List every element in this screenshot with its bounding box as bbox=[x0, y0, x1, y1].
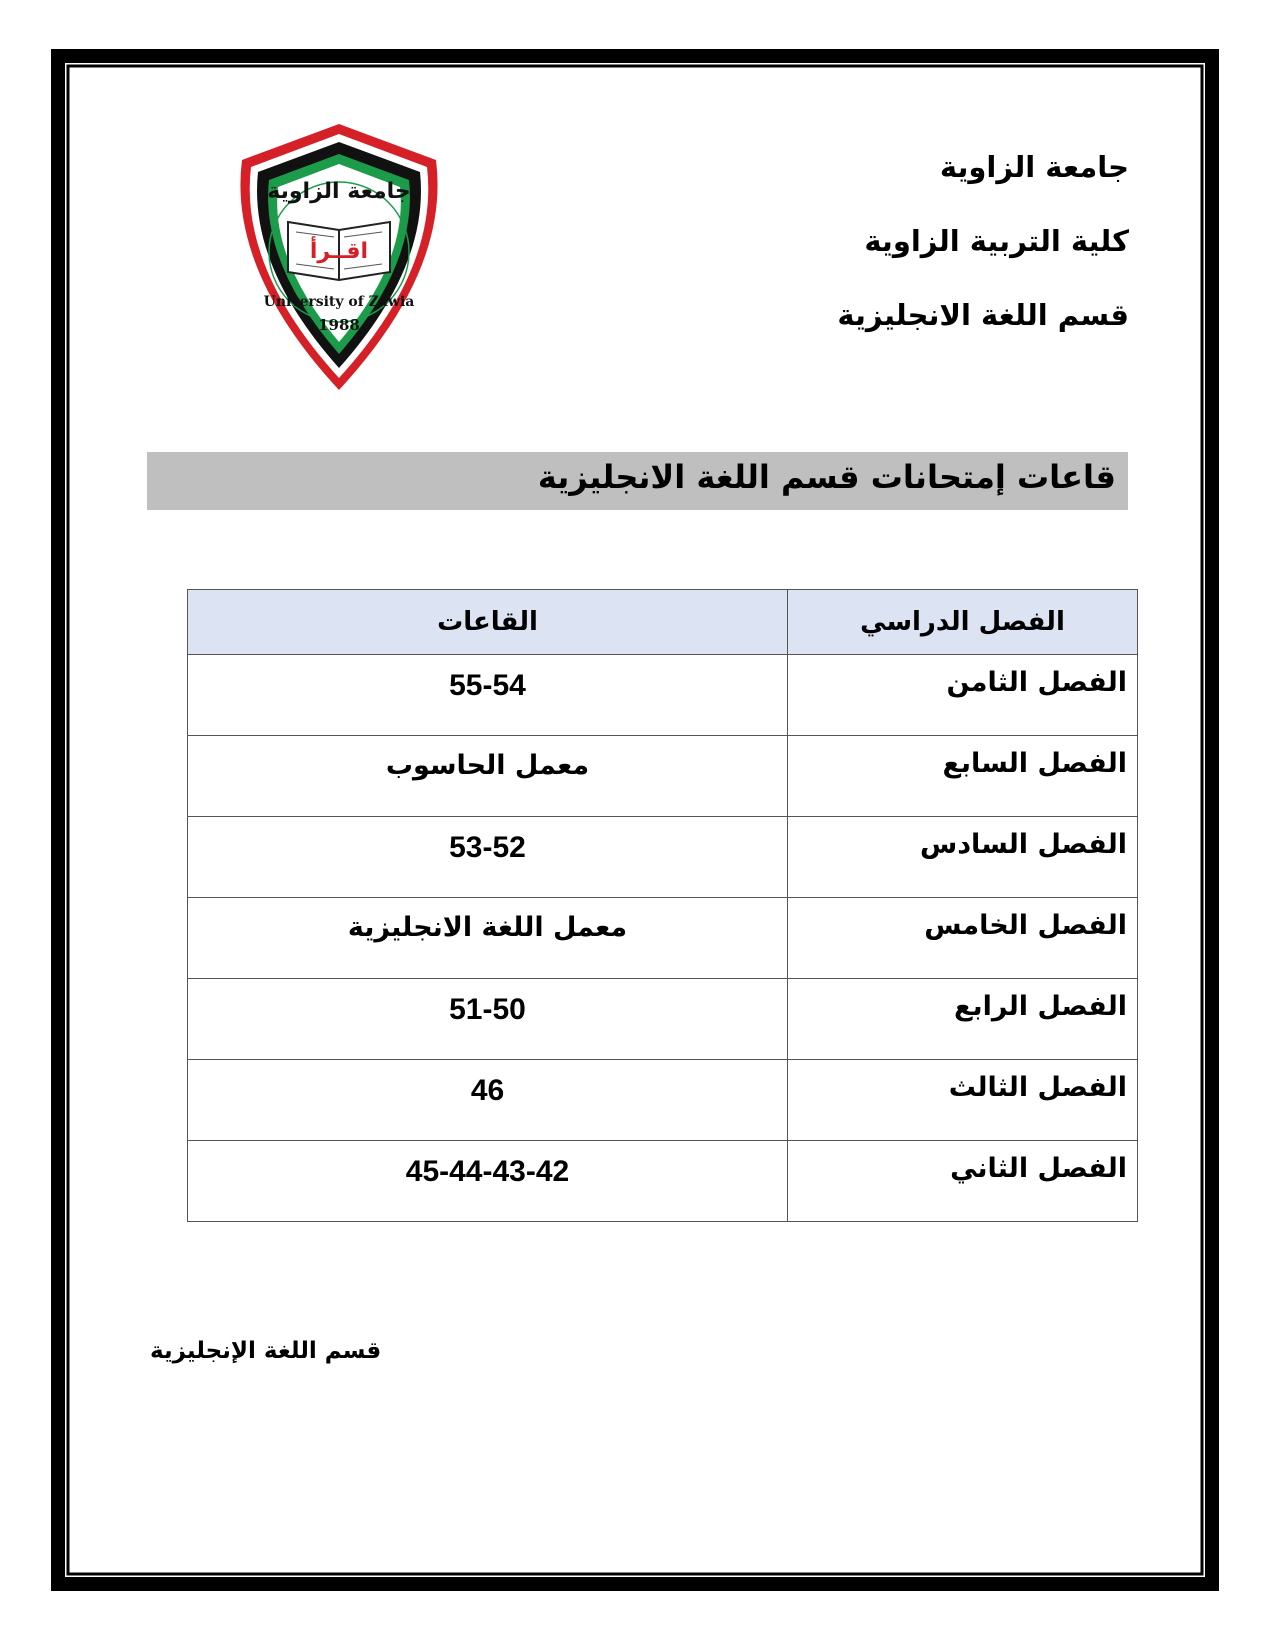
title-bar bbox=[147, 452, 1128, 510]
faculty-name: كلية التربية الزاوية bbox=[864, 224, 1129, 258]
semester-cell: الفصل السادس bbox=[788, 817, 1138, 898]
university-name: جامعة الزاوية bbox=[939, 150, 1129, 184]
table-row bbox=[188, 979, 1138, 1060]
table-row bbox=[188, 817, 1138, 898]
header-semester: الفصل الدراسي bbox=[788, 590, 1138, 655]
logo-year: 1988 bbox=[318, 316, 360, 334]
halls-cell: 45-44-43-42 bbox=[188, 1141, 788, 1222]
logo-arabic-name: جامعة الزاوية bbox=[267, 179, 411, 204]
halls-cell: 51-50 bbox=[188, 979, 788, 1060]
semester-cell: الفصل الخامس bbox=[788, 898, 1138, 979]
table-row bbox=[188, 736, 1138, 817]
department-name: قسم اللغة الانجليزية bbox=[837, 298, 1129, 332]
university-logo bbox=[224, 120, 454, 396]
semester-cell: الفصل الثاني bbox=[788, 1141, 1138, 1222]
logo-english-name: University of Zawia bbox=[263, 294, 415, 310]
semester-cell: الفصل الثالث bbox=[788, 1060, 1138, 1141]
exam-rooms-table bbox=[187, 589, 1138, 1222]
table-header-row bbox=[188, 590, 1138, 655]
halls-cell: 53-52 bbox=[188, 817, 788, 898]
table-row bbox=[188, 655, 1138, 736]
table-row bbox=[188, 898, 1138, 979]
semester-cell: الفصل الثامن bbox=[788, 655, 1138, 736]
table-row bbox=[188, 1060, 1138, 1141]
semester-cell: الفصل السابع bbox=[788, 736, 1138, 817]
footer-department: قسم اللغة الإنجليزية bbox=[150, 1338, 382, 1364]
halls-cell: 55-54 bbox=[188, 655, 788, 736]
halls-cell: معمل اللغة الانجليزية bbox=[188, 898, 788, 979]
halls-cell: 46 bbox=[188, 1060, 788, 1141]
page-title: قاعات إمتحانات قسم اللغة الانجليزية bbox=[537, 458, 1116, 496]
table-row bbox=[188, 1141, 1138, 1222]
header-halls: القاعات bbox=[188, 590, 788, 655]
semester-cell: الفصل الرابع bbox=[788, 979, 1138, 1060]
halls-cell: معمل الحاسوب bbox=[188, 736, 788, 817]
logo-motto: اقــرأ bbox=[309, 239, 369, 264]
